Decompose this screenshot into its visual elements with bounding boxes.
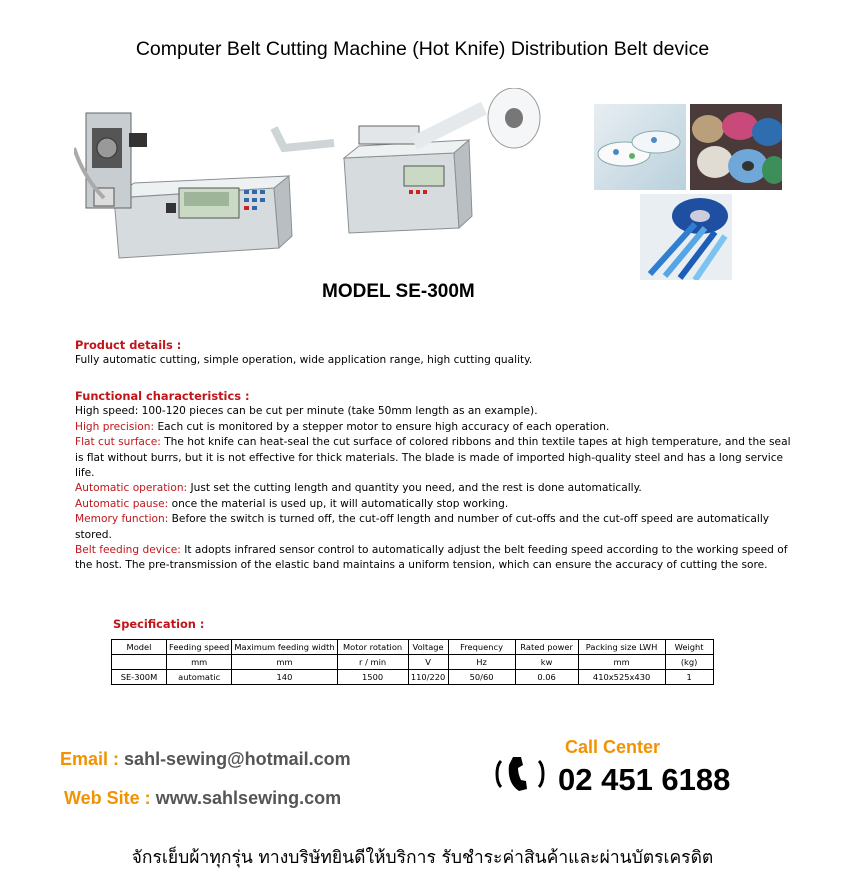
spec-data-row bbox=[112, 670, 714, 685]
email-line bbox=[60, 749, 351, 770]
feature-label: Belt feeding device: bbox=[75, 544, 181, 557]
spec-data-cell: 50/60 bbox=[448, 670, 515, 685]
phone-number[interactable]: 02 451 6188 bbox=[558, 762, 731, 797]
website-url[interactable]: www.sahlsewing.com bbox=[155, 788, 342, 808]
feature-text: It adopts infrared sensor control to automatically adjust the belt feeding speed according to the working speed of the host. The pre-transmission of the elastic band maintains a uniform tension, which can ensure the accuracy of cutting the sore. bbox=[75, 544, 788, 572]
spec-unit-row bbox=[112, 655, 714, 670]
feature-item bbox=[75, 435, 797, 481]
functional-characteristics bbox=[75, 389, 797, 574]
spec-unit-cell bbox=[112, 655, 167, 670]
spec-header-cell: Rated power bbox=[515, 640, 578, 655]
feature-item bbox=[75, 420, 797, 435]
spec-header-cell: Maximum feeding width bbox=[232, 640, 337, 655]
functional-title: Functional characteristics : bbox=[75, 389, 250, 403]
spec-unit-cell: kw bbox=[515, 655, 578, 670]
spec-data-cell: automatic bbox=[167, 670, 232, 685]
blue-ribbon-spools-photo bbox=[640, 194, 732, 280]
feature-item bbox=[75, 497, 797, 512]
feature-item bbox=[75, 543, 797, 574]
spec-header-cell: Feeding speed bbox=[167, 640, 232, 655]
feature-label: Memory function: bbox=[75, 513, 169, 526]
spec-header-row bbox=[112, 640, 714, 655]
feature-item bbox=[75, 512, 797, 543]
spec-header-cell: Voltage bbox=[408, 640, 448, 655]
feature-text: Just set the cutting length and quantity you need, and the rest is done automatically. bbox=[187, 482, 642, 495]
spec-unit-cell: r / min bbox=[337, 655, 408, 670]
feature-label: Automatic pause: bbox=[75, 497, 169, 510]
specification-table bbox=[111, 639, 714, 685]
spec-unit-cell: mm bbox=[167, 655, 232, 670]
spec-header-cell: Model bbox=[112, 640, 167, 655]
spec-data-cell: 410x525x430 bbox=[578, 670, 665, 685]
spec-data-cell: 1 bbox=[665, 670, 713, 685]
product-details bbox=[75, 338, 795, 369]
call-center-label: Call Center bbox=[565, 737, 661, 757]
feature-text: High speed: 100-120 pieces can be cut per minute (take 50mm length as an example). bbox=[75, 405, 538, 418]
ribbon-rolls-photo bbox=[594, 104, 686, 190]
page-title: Computer Belt Cutting Machine (Hot Knife) Distribution Belt device bbox=[135, 38, 710, 60]
cutting-machine-image bbox=[74, 88, 544, 273]
feature-label: High precision: bbox=[75, 420, 155, 433]
spec-header-cell: Motor rotation bbox=[337, 640, 408, 655]
specification-title: Specification : bbox=[113, 617, 205, 631]
phone-handset-icon bbox=[495, 753, 545, 795]
spec-data-cell: 0.06 bbox=[515, 670, 578, 685]
email-address[interactable]: sahl-sewing@hotmail.com bbox=[124, 749, 351, 769]
feature-text: Each cut is monitored by a stepper motor to ensure high accuracy of each operation. bbox=[154, 420, 610, 433]
spec-unit-cell: mm bbox=[578, 655, 665, 670]
email-label: Email : bbox=[60, 749, 120, 769]
spec-unit-cell: V bbox=[408, 655, 448, 670]
feature-label: Flat cut surface: bbox=[75, 436, 161, 449]
feature-item bbox=[75, 404, 797, 419]
website-label: Web Site : bbox=[64, 788, 151, 808]
feature-text: once the material is used up, it will automatically stop working. bbox=[168, 497, 509, 510]
spec-data-cell: 1500 bbox=[337, 670, 408, 685]
spec-unit-cell: mm bbox=[232, 655, 337, 670]
colored-tape-rolls-photo bbox=[690, 104, 782, 190]
feature-text: Before the switch is turned off, the cut-off length and number of cut-offs and the cut-off speed are automatically stored. bbox=[75, 513, 770, 541]
spec-data-cell: SE-300M bbox=[112, 670, 167, 685]
spec-data-cell: 140 bbox=[232, 670, 337, 685]
spec-header-cell: Weight bbox=[665, 640, 713, 655]
feature-label: Automatic operation: bbox=[75, 482, 188, 495]
footer-thai-text: จักรเย็บผ้าทุกรุ่น ทางบริษัทยินดีให้บริการ รับชำระค่าสินค้าและผ่านบัตรเครดิต bbox=[131, 848, 714, 868]
feature-text: The hot knife can heat-seal the cut surface of colored ribbons and thin textile tapes at high temperature, and the seal is flat without burrs, but it is not effective for thick materials. The blade is made of imported high-quality steel and has a long service life. bbox=[75, 436, 791, 480]
spec-data-cell: 110/220 bbox=[408, 670, 448, 685]
product-details-title: Product details : bbox=[75, 338, 182, 352]
feature-item bbox=[75, 481, 797, 496]
spec-unit-cell: Hz bbox=[448, 655, 515, 670]
spec-header-cell: Frequency bbox=[448, 640, 515, 655]
model-label: MODEL SE-300M bbox=[322, 281, 475, 302]
product-details-text: Fully automatic cutting, simple operation, wide application range, high cutting quality. bbox=[75, 354, 533, 367]
website-line bbox=[64, 788, 341, 809]
spec-header-cell: Packing size LWH bbox=[578, 640, 665, 655]
spec-unit-cell: (kg) bbox=[665, 655, 713, 670]
